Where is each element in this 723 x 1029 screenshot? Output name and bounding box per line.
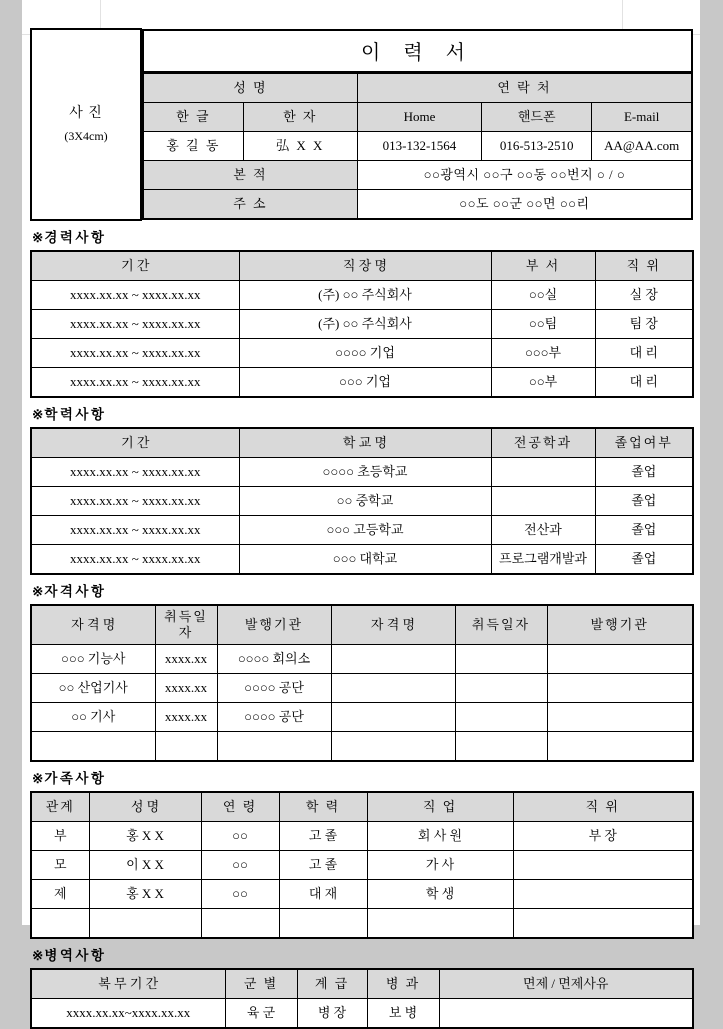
section-heading-career [32, 230, 692, 247]
table-row [31, 280, 693, 309]
family-cell-r1-c0: 모 [31, 851, 89, 880]
education-column-header-1: 학 교 명 [239, 428, 491, 458]
photo-placeholder [31, 29, 141, 220]
table-row [143, 103, 692, 132]
qualification-column-header-4: 취득일자 [455, 605, 547, 645]
qualification-cell-r3-c3 [331, 732, 455, 762]
section-marker-icon: ※ [32, 948, 45, 963]
table-row [31, 544, 693, 574]
qualification-column-header-0: 자 격 명 [31, 605, 155, 645]
qualification-cell-r3-c0 [31, 732, 155, 762]
military-column-header-2: 계 급 [297, 969, 367, 999]
career-table-body [31, 251, 693, 397]
qualification-cell-r0-c1: xxxx.xx [155, 645, 217, 674]
career-cell-r3-c1: ○○○ 기업 [239, 367, 491, 397]
family-cell-r1-c3: 고 졸 [279, 851, 367, 880]
education-cell-r3-c1: ○○○ 대학교 [239, 544, 491, 574]
table-row [31, 822, 693, 851]
section-marker-icon: ※ [32, 583, 45, 599]
military-table [30, 968, 694, 1029]
career-cell-r0-c2: ○○실 [491, 280, 595, 309]
military-cell-r0-c4 [439, 998, 693, 1028]
military-column-header-4: 면제 / 면제사유 [439, 969, 693, 999]
qualification-column-header-1: 취득일자 [155, 605, 217, 645]
military-column-header-3: 병 과 [367, 969, 439, 999]
column-header-email: E-mail [592, 103, 692, 132]
family-cell-r3-c3 [279, 909, 367, 939]
column-header-hangul: 한 글 [143, 103, 243, 132]
family-cell-r0-c1: 홍 X X [89, 822, 201, 851]
family-cell-r1-c1: 이 X X [89, 851, 201, 880]
education-cell-r2-c1: ○○○ 고등학교 [239, 515, 491, 544]
career-table [30, 250, 694, 398]
table-header-row [31, 428, 693, 458]
qualification-cell-r3-c1 [155, 732, 217, 762]
table-row [31, 486, 693, 515]
family-cell-r2-c0: 제 [31, 880, 89, 909]
table-row [143, 161, 692, 190]
career-cell-r2-c0: xxxx.xx.xx ~ xxxx.xx.xx [31, 338, 239, 367]
name-contact-table [142, 73, 693, 220]
qualification-cell-r0-c3 [331, 645, 455, 674]
qualification-column-header-3: 자 격 명 [331, 605, 455, 645]
career-cell-r1-c0: xxxx.xx.xx ~ xxxx.xx.xx [31, 309, 239, 338]
military-cell-r0-c3: 보 병 [367, 998, 439, 1028]
qualification-cell-r1-c2: ○○○○ 공단 [217, 674, 331, 703]
qualification-cell-r2-c2: ○○○○ 공단 [217, 703, 331, 732]
qualification-table [30, 604, 694, 763]
photo-label: 사 진 [69, 106, 103, 122]
qualification-cell-r0-c0: ○○○ 기능사 [31, 645, 155, 674]
qualification-cell-r3-c5 [547, 732, 693, 762]
education-column-header-3: 졸업여부 [595, 428, 693, 458]
education-cell-r1-c2 [491, 486, 595, 515]
section-heading-qualification-label: 자격사항 [44, 583, 107, 599]
address-label: 주 소 [143, 190, 357, 220]
value-name-hangul: 홍 길 동 [143, 132, 243, 161]
career-cell-r0-c3: 실 장 [595, 280, 693, 309]
career-column-header-2: 부 서 [491, 251, 595, 281]
section-heading-education [32, 407, 692, 424]
section-heading-family [32, 771, 692, 788]
value-email: AA@AA.com [592, 132, 692, 161]
page-title: 이 력 서 [142, 29, 693, 73]
family-table [30, 791, 694, 939]
qualification-column-header-5: 발행기관 [547, 605, 693, 645]
table-row [31, 909, 693, 939]
qualification-cell-r0-c5 [547, 645, 693, 674]
family-column-header-1: 성 명 [89, 792, 201, 822]
education-column-header-2: 전공학과 [491, 428, 595, 458]
resume-page [22, 0, 700, 1020]
family-cell-r2-c5 [513, 880, 693, 909]
section-heading-military [32, 948, 692, 965]
career-cell-r3-c3: 대 리 [595, 367, 693, 397]
military-column-header-0: 복 무 기 간 [31, 969, 225, 999]
photo-size-label: (3X4cm) [64, 129, 108, 144]
column-header-hanja: 한 자 [243, 103, 357, 132]
registry-label: 본 적 [143, 161, 357, 190]
column-header-mobile: 핸드폰 [482, 103, 592, 132]
career-cell-r1-c1: (주) ○○ 주식회사 [239, 309, 491, 338]
table-row [31, 732, 693, 762]
table-row [31, 674, 693, 703]
qualification-cell-r2-c4 [455, 703, 547, 732]
family-cell-r3-c5 [513, 909, 693, 939]
family-cell-r1-c5 [513, 851, 693, 880]
table-row [31, 880, 693, 909]
qualification-cell-r2-c5 [547, 703, 693, 732]
family-column-header-0: 관계 [31, 792, 89, 822]
family-cell-r1-c2: ○○ [201, 851, 279, 880]
military-cell-r0-c0: xxxx.xx.xx~xxxx.xx.xx [31, 998, 225, 1028]
family-table-body [31, 792, 693, 938]
military-table-body [31, 969, 693, 1028]
qualification-cell-r3-c4 [455, 732, 547, 762]
column-header-home: Home [357, 103, 481, 132]
education-cell-r3-c2: 프로그램개발과 [491, 544, 595, 574]
education-column-header-0: 기 간 [31, 428, 239, 458]
education-cell-r1-c1: ○○ 중학교 [239, 486, 491, 515]
career-cell-r0-c0: xxxx.xx.xx ~ xxxx.xx.xx [31, 280, 239, 309]
name-group-header: 성 명 [143, 74, 357, 103]
qualification-cell-r1-c1: xxxx.xx [155, 674, 217, 703]
personal-detail-cell [141, 29, 693, 220]
education-cell-r0-c1: ○○○○ 초등학교 [239, 457, 491, 486]
education-table [30, 427, 694, 575]
table-row [31, 309, 693, 338]
family-cell-r0-c3: 고 졸 [279, 822, 367, 851]
value-home-phone: 013-132-1564 [357, 132, 481, 161]
value-name-hanja: 弘 X X [243, 132, 357, 161]
qualification-cell-r1-c3 [331, 674, 455, 703]
qualification-cell-r2-c1: xxxx.xx [155, 703, 217, 732]
table-row [143, 190, 692, 220]
career-cell-r2-c1: ○○○○ 기업 [239, 338, 491, 367]
family-cell-r0-c2: ○○ [201, 822, 279, 851]
section-marker-icon: ※ [32, 771, 45, 787]
military-cell-r0-c2: 병 장 [297, 998, 367, 1028]
table-row [31, 645, 693, 674]
family-cell-r2-c2: ○○ [201, 880, 279, 909]
career-cell-r1-c3: 팀 장 [595, 309, 693, 338]
career-cell-r2-c3: 대 리 [595, 338, 693, 367]
table-row [31, 457, 693, 486]
registry-value: ○○광역시 ○○구 ○○동 ○○번지 ○ / ○ [357, 161, 692, 190]
education-cell-r0-c3: 졸업 [595, 457, 693, 486]
family-cell-r0-c0: 부 [31, 822, 89, 851]
education-cell-r2-c0: xxxx.xx.xx ~ xxxx.xx.xx [31, 515, 239, 544]
education-cell-r1-c3: 졸업 [595, 486, 693, 515]
career-column-header-1: 직 장 명 [239, 251, 491, 281]
table-row [31, 367, 693, 397]
career-column-header-0: 기 간 [31, 251, 239, 281]
career-cell-r2-c2: ○○○부 [491, 338, 595, 367]
table-header-row [31, 792, 693, 822]
personal-information-table [30, 28, 693, 221]
family-column-header-5: 직 위 [513, 792, 693, 822]
family-column-header-3: 학 력 [279, 792, 367, 822]
qualification-cell-r1-c5 [547, 674, 693, 703]
qualification-table-body [31, 605, 693, 762]
family-cell-r3-c0 [31, 909, 89, 939]
qualification-cell-r0-c2: ○○○○ 회의소 [217, 645, 331, 674]
qualification-cell-r3-c2 [217, 732, 331, 762]
family-cell-r2-c3: 대 재 [279, 880, 367, 909]
table-row [31, 338, 693, 367]
education-table-body [31, 428, 693, 574]
career-cell-r3-c2: ○○부 [491, 367, 595, 397]
family-column-header-2: 연 령 [201, 792, 279, 822]
career-cell-r1-c2: ○○팀 [491, 309, 595, 338]
address-value: ○○도 ○○군 ○○면 ○○리 [357, 190, 692, 220]
table-row [143, 74, 692, 103]
qualification-column-header-2: 발행기관 [217, 605, 331, 645]
section-heading-qualification [32, 584, 692, 601]
education-cell-r2-c2: 전산과 [491, 515, 595, 544]
family-cell-r3-c1 [89, 909, 201, 939]
qualification-cell-r2-c3 [331, 703, 455, 732]
education-cell-r2-c3: 졸업 [595, 515, 693, 544]
family-column-header-4: 직 업 [367, 792, 513, 822]
section-heading-career-label: 경력사항 [44, 230, 107, 245]
qualification-cell-r0-c4 [455, 645, 547, 674]
family-cell-r0-c4: 회 사 원 [367, 822, 513, 851]
education-cell-r1-c0: xxxx.xx.xx ~ xxxx.xx.xx [31, 486, 239, 515]
resume-content [30, 28, 692, 1029]
career-cell-r0-c1: (주) ○○ 주식회사 [239, 280, 491, 309]
qualification-cell-r1-c4 [455, 674, 547, 703]
table-row [31, 851, 693, 880]
qualification-cell-r1-c0: ○○ 산업기사 [31, 674, 155, 703]
section-marker-icon: ※ [32, 230, 45, 245]
family-cell-r2-c4: 학 생 [367, 880, 513, 909]
military-cell-r0-c1: 육 군 [225, 998, 297, 1028]
qualification-cell-r2-c0: ○○ 기사 [31, 703, 155, 732]
family-cell-r2-c1: 홍 X X [89, 880, 201, 909]
education-cell-r3-c3: 졸업 [595, 544, 693, 574]
family-cell-r3-c4 [367, 909, 513, 939]
contact-group-header: 연 락 처 [357, 74, 692, 103]
education-cell-r0-c0: xxxx.xx.xx ~ xxxx.xx.xx [31, 457, 239, 486]
table-header-row [31, 605, 693, 645]
table-row [143, 132, 692, 161]
section-heading-military-label: 병역사항 [44, 948, 107, 963]
education-cell-r3-c0: xxxx.xx.xx ~ xxxx.xx.xx [31, 544, 239, 574]
section-marker-icon: ※ [32, 406, 45, 422]
section-heading-education-label: 학력사항 [44, 406, 107, 422]
family-cell-r0-c5: 부 장 [513, 822, 693, 851]
table-row [31, 515, 693, 544]
table-header-row [31, 251, 693, 281]
section-heading-family-label: 가족사항 [44, 771, 107, 787]
table-row [31, 703, 693, 732]
family-cell-r1-c4: 가 사 [367, 851, 513, 880]
table-row [31, 998, 693, 1028]
value-mobile-phone: 016-513-2510 [482, 132, 592, 161]
career-cell-r3-c0: xxxx.xx.xx ~ xxxx.xx.xx [31, 367, 239, 397]
education-cell-r0-c2 [491, 457, 595, 486]
career-column-header-3: 직 위 [595, 251, 693, 281]
family-cell-r3-c2 [201, 909, 279, 939]
table-header-row [31, 969, 693, 999]
military-column-header-1: 군 별 [225, 969, 297, 999]
